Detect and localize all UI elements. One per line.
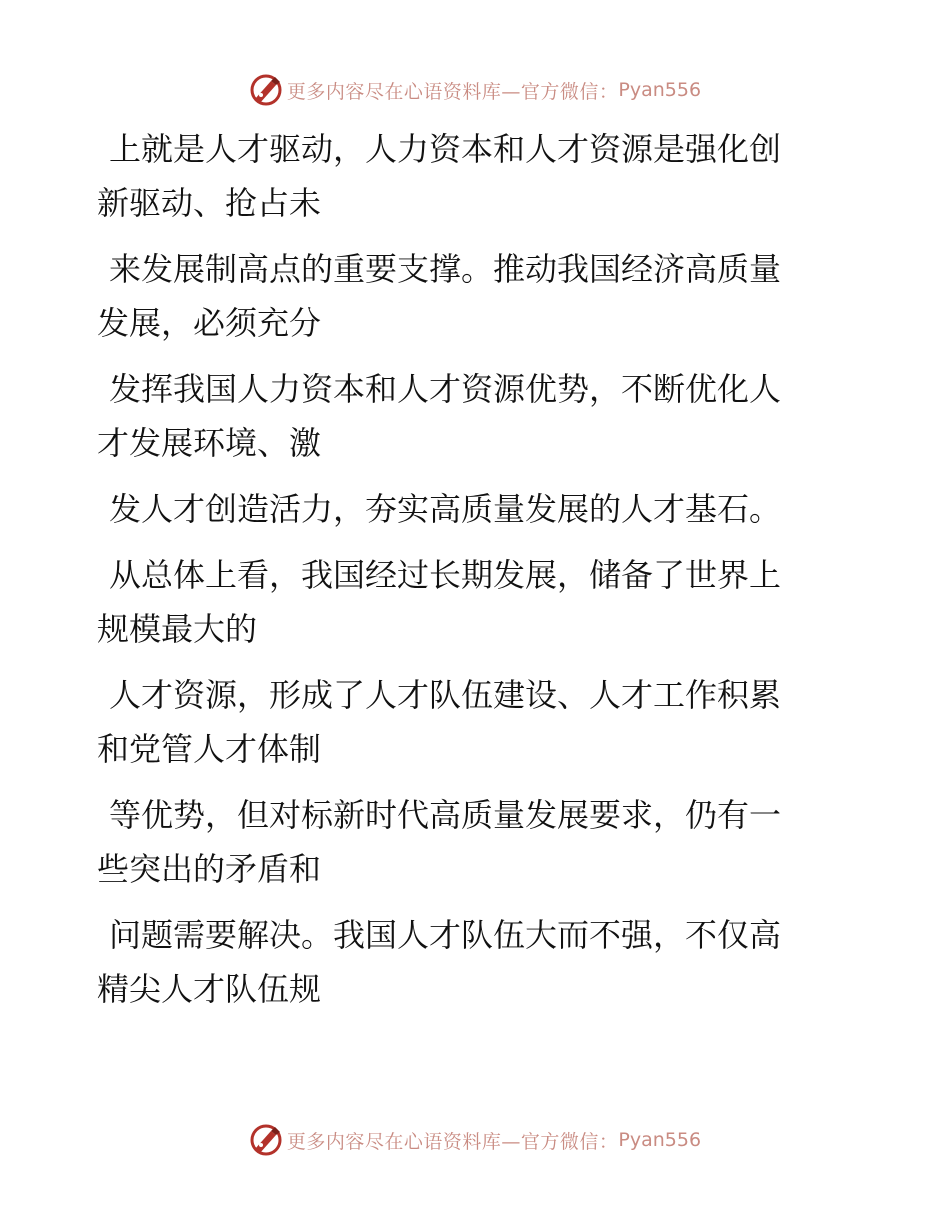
text-line: 从总体上看，我国经过长期发展，储备了世界上 [109, 556, 782, 594]
paragraph [97, 122, 837, 230]
text-line: 才发展环境、激 [97, 424, 322, 462]
paragraph [97, 242, 837, 350]
document-body [97, 122, 837, 1028]
text-line: 人才资源，形成了人才队伍建设、人才工作积累 [109, 676, 782, 714]
paragraph [97, 668, 837, 776]
text-line: 精尖人才队伍规 [97, 970, 322, 1008]
text-line: 新驱动、抢占未 [97, 184, 322, 222]
footer-banner [0, 1120, 950, 1160]
paragraph [97, 908, 837, 1016]
paragraph [97, 362, 837, 470]
banner-wechat-id: Pyan556 [618, 1129, 702, 1151]
text-line: 发挥我国人力资本和人才资源优势，不断优化人 [109, 370, 782, 408]
text-line: 来发展制高点的重要支撑。推动我国经济高质量 [109, 250, 782, 288]
text-line: 发展，必须充分 [97, 304, 322, 342]
text-line: 些突出的矛盾和 [97, 850, 322, 888]
banner-text: 更多内容尽在心语资料库—官方微信： [286, 1130, 619, 1153]
text-line: 规模最大的 [97, 610, 258, 648]
text-line: 和党管人才体制 [97, 730, 322, 768]
paragraph [97, 548, 837, 656]
text-line: 上就是人才驱动，人力资本和人才资源是强化创 [109, 130, 782, 168]
paragraph [97, 482, 837, 536]
banner-text: 更多内容尽在心语资料库—官方微信： [286, 80, 619, 103]
banner-wechat-id: Pyan556 [618, 79, 702, 101]
pen-circle-logo-icon [249, 1123, 283, 1157]
pen-circle-logo-icon [249, 73, 283, 107]
text-line: 问题需要解决。我国人才队伍大而不强，不仅高 [109, 916, 782, 954]
paragraph [97, 788, 837, 896]
header-banner [0, 70, 950, 110]
text-line: 发人才创造活力，夯实高质量发展的人才基石。 [109, 490, 782, 528]
text-line: 等优势，但对标新时代高质量发展要求，仍有一 [109, 796, 782, 834]
